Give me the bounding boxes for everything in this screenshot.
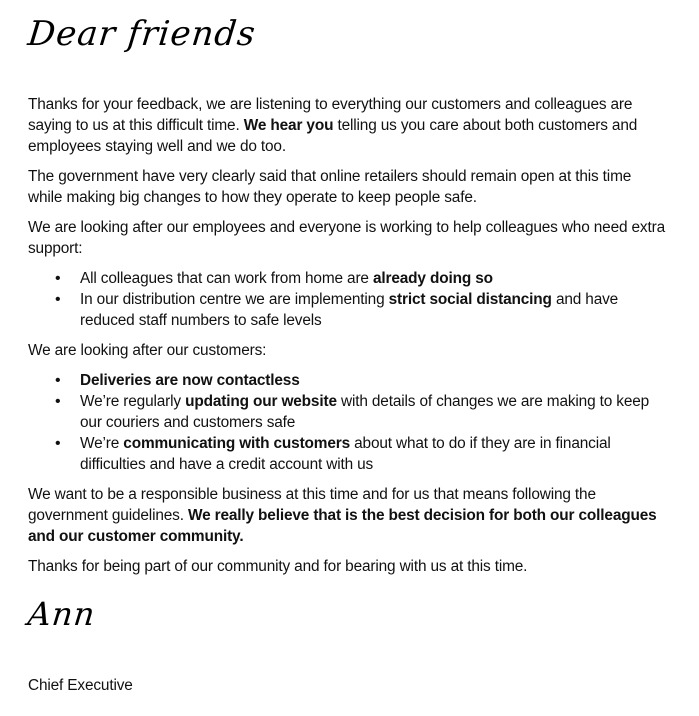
text: In our distribution centre we are implementing: [80, 291, 389, 308]
text: We’re: [80, 435, 124, 452]
paragraph-customers: We are looking after our customers:: [28, 342, 267, 359]
bold-text: Deliveries are now contactless: [80, 372, 300, 389]
bold-text: strict social distancing: [388, 291, 552, 308]
bold-text: We really believe that is the best decision for both our colleagues and our customer community.: [28, 507, 657, 545]
paragraph-responsible: [28, 484, 668, 547]
text: We want to be a responsible business at this time and for us that means following the government guidelines.: [28, 486, 596, 524]
text: about what to do if they are in financial difficulties and have a credit account with us: [80, 435, 611, 473]
text: We’re regularly: [80, 393, 186, 410]
greeting-heading: Dear friends: [25, 14, 258, 54]
paragraph-government: The government have very clearly said that online retailers should remain open at this time while making big changes to how they operate to keep people safe.: [28, 168, 632, 206]
text: and have reduced staff numbers to safe levels: [80, 291, 619, 329]
signatory-title: Chief Executive: [28, 677, 133, 694]
paragraph-employees: We are looking after our employees and everyone is working to help colleagues who need extra support:: [28, 219, 665, 257]
employee-bullet-list: [28, 268, 668, 331]
bold-text: communicating with customers: [123, 435, 350, 452]
text: Thanks for your feedback, we are listening to everything our customers and colleagues are saying to us at this difficult time.: [28, 96, 633, 134]
list-item: [28, 268, 668, 289]
paragraph-feedback: [28, 94, 668, 157]
list-item: [28, 391, 668, 433]
bold-text: We hear you: [243, 117, 334, 134]
text: with details of changes we are making to keep our couriers and customers safe: [80, 393, 650, 431]
bold-text: updating our website: [185, 393, 337, 410]
customer-bullet-list: [28, 370, 668, 475]
paragraph-thanks: Thanks for being part of our community and for bearing with us at this time.: [28, 558, 528, 575]
list-item: [28, 289, 668, 331]
bold-text: already doing so: [372, 270, 493, 287]
text: telling us you care about both customers and employees staying well and we do too.: [28, 117, 638, 155]
signature: Ann: [26, 595, 98, 633]
list-item: [28, 370, 668, 391]
letter-body: [28, 94, 668, 586]
text: All colleagues that can work from home are: [80, 270, 373, 287]
list-item: [28, 433, 668, 475]
